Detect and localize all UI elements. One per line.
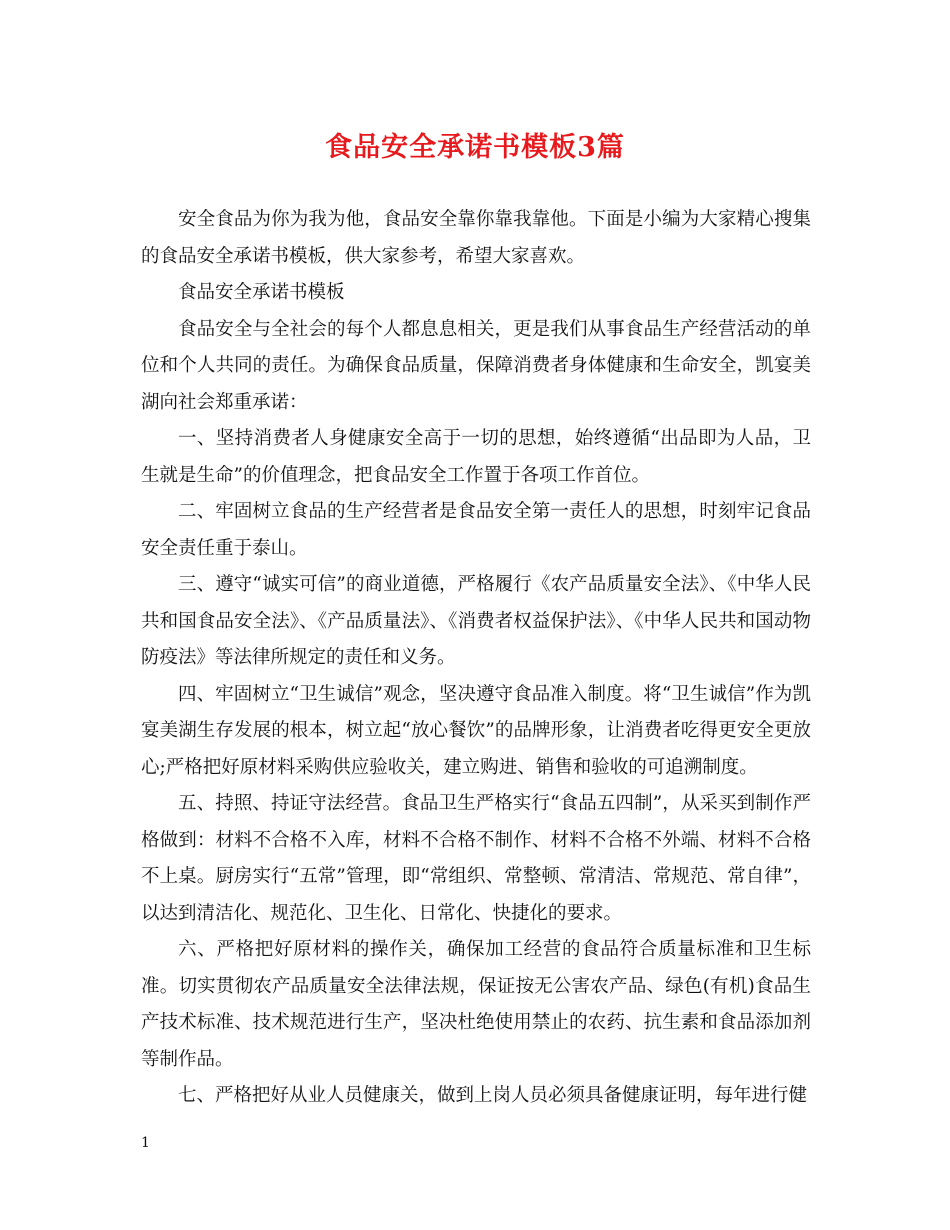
commitment-item-5: 五、持照、持证守法经营。食品卫生严格实行“食品五四制”，从采买到制作严格做到：材料不合格不入库，材料不合格不制作、材料不合格不外端、材料不合格不上桌。厨房实行“五常”管理，即“常组织、常整顿、常清洁、常规范、常自律”，以达到清洁化、规范化、卫生化、日常化、快捷化的要求。 (141, 793, 811, 924)
commitment-item-4: 四、牢固树立“卫生诚信”观念，坚决遵守食品准入制度。将“卫生诚信”作为凯宴美湖生存发展的根本，树立起“放心餐饮”的品牌形象，让消费者吃得更安全更放心;严格把好原材料采购供应验收关，建立购进、销售和验收的可追溯制度。 (141, 683, 811, 778)
commitment-item-2: 二、牢固树立食品的生产经营者是食品安全第一责任人的思想，时刻牢记食品安全责任重于泰山。 (141, 501, 811, 559)
document-body (141, 202, 811, 1115)
commitment-item-3: 三、遵守“诚实可信”的商业道德，严格履行《农产品质量安全法》、《中华人民共和国食品安全法》、《产品质量法》、《消费者权益保护法》、《中华人民共和国动物防疫法》等法律所规定的责任和义务。 (141, 574, 811, 668)
document-title: 食品安全承诺书模板3篇 (325, 132, 625, 163)
commitment-item-7: 七、严格把好从业人员健康关，做到上岗人员必须具备健康证明，每年进行健 (178, 1085, 808, 1106)
section-heading: 食品安全承诺书模板 (178, 282, 345, 303)
intro-paragraph: 安全食品为你为我为他，食品安全靠你靠我靠他。下面是小编为大家精心搜集的食品安全承诺书模板，供大家参考，希望大家喜欢。 (141, 209, 811, 267)
commitment-item-1: 一、坚持消费者人身健康安全高于一切的思想，始终遵循“出品即为人品，卫生就是生命”的价值理念，把食品安全工作置于各项工作首位。 (141, 428, 811, 486)
body-paragraph: 食品安全与全社会的每个人都息息相关，更是我们从事食品生产经营活动的单位和个人共同的责任。为确保食品质量，保障消费者身体健康和生命安全，凯宴美湖向社会郑重承诺： (141, 318, 811, 413)
commitment-item-6: 六、严格把好原材料的操作关，确保加工经营的食品符合质量标准和卫生标准。切实贯彻农产品质量安全法律法规，保证按无公害农产品、绿色(有机)食品生产技术标准、技术规范进行生产，坚决杜绝使用禁止的农药、抗生素和食品添加剂等制作品。 (141, 939, 811, 1070)
page-number: 1 (141, 1135, 150, 1151)
